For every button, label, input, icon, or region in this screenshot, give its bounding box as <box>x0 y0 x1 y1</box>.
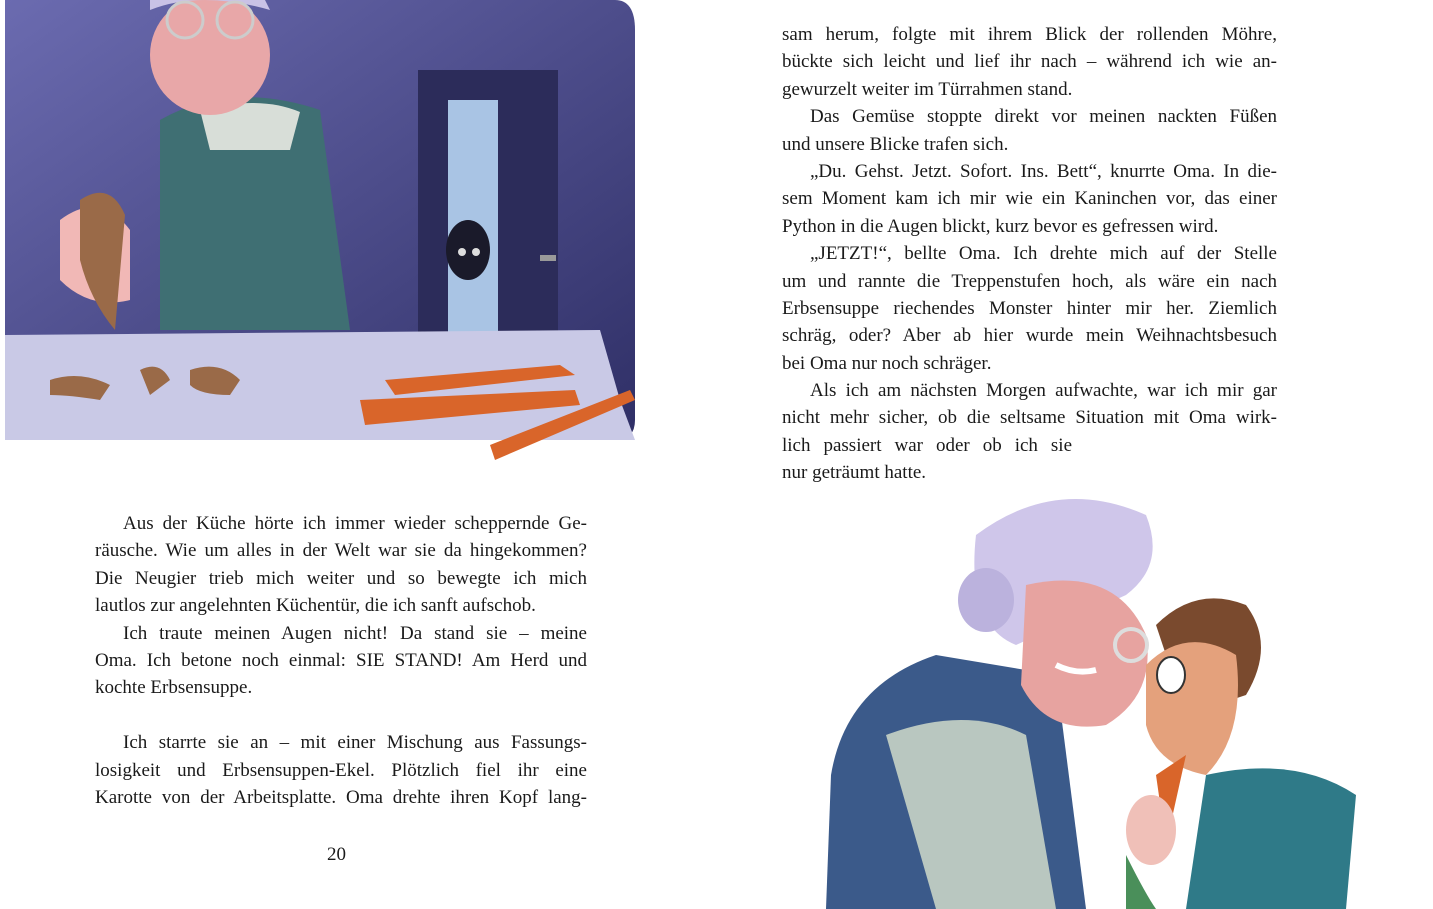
kitchen-illustration <box>0 0 640 470</box>
right-text-column <box>782 21 1277 487</box>
text-line: bückte sich leicht und lief ihr nach – während ich wie an- <box>782 51 1277 73</box>
text-line: Oma. Ich betone noch einmal: SIE STAND! Am Herd und <box>95 649 587 671</box>
text-line: nicht mehr sicher, ob die seltsame Situation mit Oma wirk- <box>782 407 1277 429</box>
text-line: um und rannte die Treppenstufen hoch, als wäre ein nach <box>782 270 1277 292</box>
text-line: Aus der Küche hörte ich immer wieder scheppernde Ge- <box>123 513 587 534</box>
text-line: bei Oma nur noch schräger. <box>782 352 992 374</box>
page-number: 20 <box>327 844 346 865</box>
right-page <box>716 0 1433 909</box>
text-line: räusche. Wie um alles in der Welt war sie da hingekommen? <box>95 540 587 562</box>
text-line: Die Neugier trieb mich weiter und so bewegte ich mich <box>95 567 587 589</box>
text-line: „Du. Gehst. Jetzt. Sofort. Ins. Bett“, knurrte Oma. In die- <box>810 160 1277 182</box>
text-line: Karotte von der Arbeitsplatte. Oma drehte ihren Kopf lang- <box>95 786 587 808</box>
grandma-and-boy-illustration <box>826 475 1433 909</box>
text-line: losigkeit und Erbsensuppen-Ekel. Plötzlich fiel ihr eine <box>95 759 587 781</box>
left-text-column <box>95 510 587 811</box>
text-line: Erbsensuppe riechendes Monster hinter mir her. Ziemlich <box>782 297 1277 319</box>
text-line: Als ich am nächsten Morgen aufwachte, war ich mir gar <box>810 380 1277 402</box>
left-page <box>0 0 716 909</box>
text-line: lautlos zur angelehnten Küchentür, die ich sanft aufschob. <box>95 595 536 617</box>
text-line: sam herum, folgte mit ihrem Blick der rollenden Möhre, <box>782 24 1277 45</box>
text-line: schräg, oder? Aber ab hier wurde mein Weihnachtsbesuch <box>782 325 1277 347</box>
text-line: „JETZT!“, bellte Oma. Ich drehte mich auf der Stelle <box>810 243 1277 265</box>
text-line: und unsere Blicke trafen sich. <box>782 133 1009 155</box>
text-line: Ich starrte sie an – mit einer Mischung aus Fassungs- <box>123 732 587 754</box>
text-line: gewurzelt weiter im Türrahmen stand. <box>782 78 1073 100</box>
text-line: kochte Erbsensuppe. <box>95 677 253 699</box>
text-line: Python in die Augen blickt, kurz bevor es gefressen wird. <box>782 215 1219 237</box>
text-line: Ich traute meinen Augen nicht! Da stand sie – meine <box>123 622 587 644</box>
text-line: Das Gemüse stoppte direkt vor meinen nackten Füßen <box>810 106 1277 128</box>
text-line: lich passiert war oder ob ich sie <box>782 434 1072 456</box>
text-line: nur geträumt hatte. <box>782 462 927 484</box>
text-line: sem Moment kam ich mir wie ein Kaninchen vor, das einer <box>782 188 1277 210</box>
